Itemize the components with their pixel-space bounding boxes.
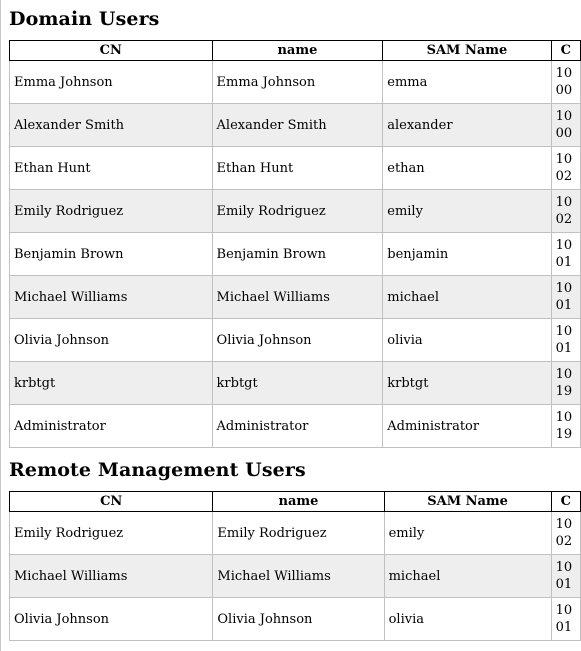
cell-truncated (551, 104, 580, 147)
truncated-value-line-2: 01 (555, 255, 573, 270)
column-header-cn[interactable]: CN (10, 41, 213, 61)
cell-name: Alexander Smith (212, 104, 383, 147)
cell-cn: Olivia Johnson (10, 598, 213, 641)
cell-sam-name: emily (383, 190, 551, 233)
column-header-name[interactable]: name (213, 492, 384, 512)
cell-truncated (551, 276, 580, 319)
truncated-value-line-1: 10 (555, 109, 573, 124)
cell-cn: Michael Williams (10, 555, 213, 598)
cell-sam-name: ethan (383, 147, 551, 190)
cell-truncated (551, 512, 580, 555)
remote-management-users-table (9, 491, 581, 641)
cell-truncated (551, 405, 580, 448)
cell-cn: Alexander Smith (10, 104, 213, 147)
cell-name: Emma Johnson (212, 61, 383, 104)
table-row[interactable] (10, 319, 581, 362)
truncated-value-line-2: 00 (555, 126, 573, 141)
column-header-truncated[interactable]: C (551, 492, 580, 512)
truncated-value-line-2: 19 (555, 427, 573, 442)
column-header-sam-name[interactable]: SAM Name (384, 492, 551, 512)
cell-name: Michael Williams (213, 555, 384, 598)
cell-sam-name: benjamin (383, 233, 551, 276)
truncated-value-line-2: 02 (555, 534, 573, 549)
truncated-value-line-1: 10 (555, 410, 573, 425)
cell-sam-name: michael (384, 555, 551, 598)
remote-management-users-heading: Remote Management Users (9, 459, 306, 481)
cell-truncated (551, 61, 580, 104)
cell-cn: Emily Rodriguez (10, 512, 213, 555)
truncated-value-line-1: 10 (555, 66, 573, 81)
cell-name: Benjamin Brown (212, 233, 383, 276)
truncated-value-line-2: 00 (555, 83, 573, 98)
table-header-row (10, 492, 581, 512)
truncated-value-line-2: 01 (555, 298, 573, 313)
cell-name: Ethan Hunt (212, 147, 383, 190)
cell-sam-name: michael (383, 276, 551, 319)
cell-name: Michael Williams (212, 276, 383, 319)
truncated-value-line-2: 01 (555, 341, 573, 356)
table-row[interactable] (10, 405, 581, 448)
table-row[interactable] (10, 233, 581, 276)
table-row[interactable] (10, 362, 581, 405)
cell-sam-name: alexander (383, 104, 551, 147)
truncated-value-line-1: 10 (555, 324, 573, 339)
column-header-truncated[interactable]: C (551, 41, 580, 61)
cell-sam-name: emily (384, 512, 551, 555)
table-row[interactable] (10, 190, 581, 233)
cell-sam-name: olivia (384, 598, 551, 641)
table-row[interactable] (10, 104, 581, 147)
cell-truncated (551, 555, 580, 598)
cell-truncated (551, 190, 580, 233)
cell-name: Olivia Johnson (212, 319, 383, 362)
cell-truncated (551, 598, 580, 641)
truncated-value-line-1: 10 (555, 281, 573, 296)
cell-name: Olivia Johnson (213, 598, 384, 641)
domain-users-table (9, 40, 581, 448)
table-row[interactable] (10, 276, 581, 319)
cell-cn: Administrator (10, 405, 213, 448)
truncated-value-line-2: 01 (555, 620, 573, 635)
cell-name: krbtgt (212, 362, 383, 405)
cell-cn: Emily Rodriguez (10, 190, 213, 233)
cell-sam-name: krbtgt (383, 362, 551, 405)
column-header-cn[interactable]: CN (10, 492, 213, 512)
cell-sam-name: emma (383, 61, 551, 104)
cell-cn: Ethan Hunt (10, 147, 213, 190)
truncated-value-line-1: 10 (555, 560, 573, 575)
cell-name: Emily Rodriguez (212, 190, 383, 233)
truncated-value-line-1: 10 (555, 152, 573, 167)
table-header-row (10, 41, 581, 61)
truncated-value-line-1: 10 (555, 195, 573, 210)
domain-users-heading: Domain Users (9, 8, 160, 30)
truncated-value-line-1: 10 (555, 603, 573, 618)
cell-cn: krbtgt (10, 362, 213, 405)
truncated-value-line-2: 02 (555, 212, 573, 227)
cell-name: Emily Rodriguez (213, 512, 384, 555)
cell-cn: Olivia Johnson (10, 319, 213, 362)
cell-truncated (551, 362, 580, 405)
truncated-value-line-2: 01 (555, 577, 573, 592)
cell-cn: Emma Johnson (10, 61, 213, 104)
column-header-name[interactable]: name (212, 41, 383, 61)
cell-truncated (551, 233, 580, 276)
table-row[interactable] (10, 555, 581, 598)
truncated-value-line-1: 10 (555, 238, 573, 253)
cell-truncated (551, 147, 580, 190)
truncated-value-line-1: 10 (555, 367, 573, 382)
cell-cn: Benjamin Brown (10, 233, 213, 276)
truncated-value-line-2: 19 (555, 384, 573, 399)
cell-name: Administrator (212, 405, 383, 448)
truncated-value-line-2: 02 (555, 169, 573, 184)
cell-truncated (551, 319, 580, 362)
table-row[interactable] (10, 598, 581, 641)
table-row[interactable] (10, 147, 581, 190)
cell-sam-name: Administrator (383, 405, 551, 448)
cell-sam-name: olivia (383, 319, 551, 362)
column-header-sam-name[interactable]: SAM Name (383, 41, 551, 61)
cell-cn: Michael Williams (10, 276, 213, 319)
truncated-value-line-1: 10 (555, 517, 573, 532)
table-row[interactable] (10, 61, 581, 104)
table-row[interactable] (10, 512, 581, 555)
